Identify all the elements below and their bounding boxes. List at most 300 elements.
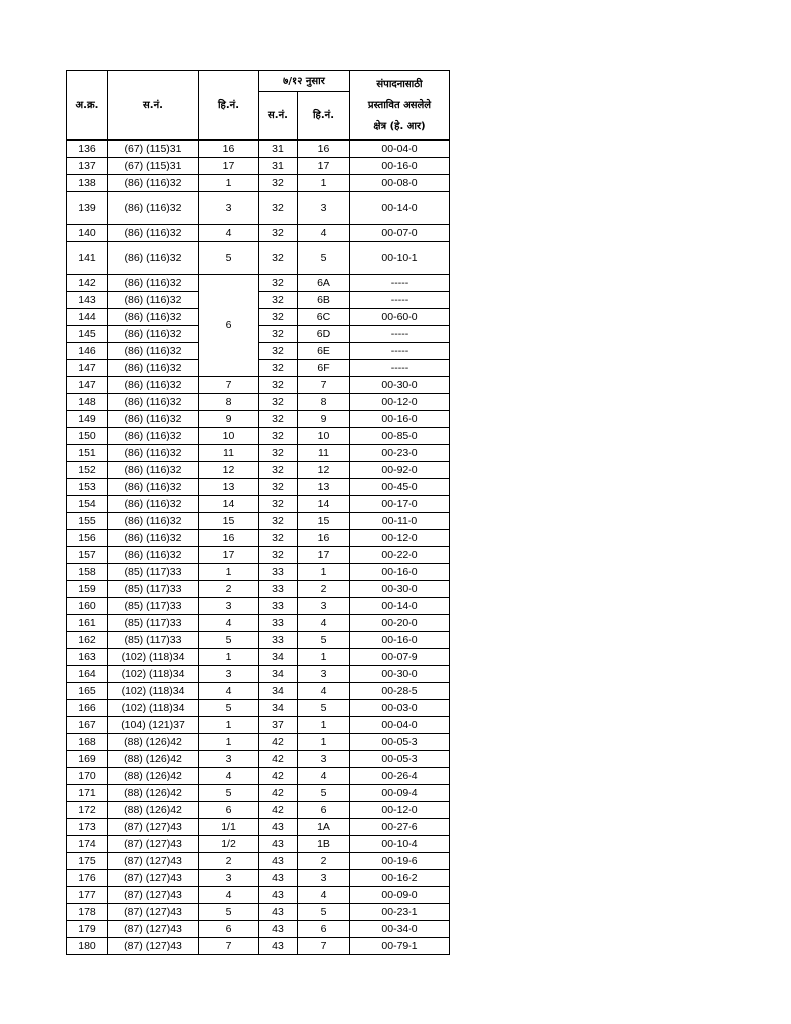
cell-hissa-no: 5 — [199, 785, 259, 802]
cell-712-survey-no: 32 — [259, 292, 298, 309]
cell-712-survey-no: 32 — [259, 242, 298, 275]
cell-712-hissa-no: 1 — [298, 649, 350, 666]
cell-712-survey-no: 32 — [259, 513, 298, 530]
table-row — [67, 938, 450, 955]
cell-712-survey-no: 34 — [259, 666, 298, 683]
cell-hissa-no: 1 — [199, 717, 259, 734]
table-row — [67, 225, 450, 242]
cell-hissa-no: 3 — [199, 192, 259, 225]
cell-area: 00-16-0 — [350, 411, 450, 428]
cell-hissa-no: 17 — [199, 547, 259, 564]
cell-712-survey-no: 42 — [259, 751, 298, 768]
cell-712-hissa-no: 2 — [298, 581, 350, 598]
table-row — [67, 309, 450, 326]
cell-712-survey-no: 43 — [259, 904, 298, 921]
cell-712-hissa-no: 17 — [298, 547, 350, 564]
cell-serial-no: 161 — [67, 615, 108, 632]
table-row — [67, 615, 450, 632]
table-row — [67, 428, 450, 445]
table-row — [67, 581, 450, 598]
cell-712-survey-no: 43 — [259, 921, 298, 938]
cell-712-survey-no: 34 — [259, 683, 298, 700]
cell-712-hissa-no: 4 — [298, 683, 350, 700]
header-area-line2: प्रस्तावित असलेले — [367, 99, 432, 111]
cell-hissa-no: 7 — [199, 938, 259, 955]
cell-hissa-no: 12 — [199, 462, 259, 479]
cell-survey-no: (87) (127)43 — [108, 819, 199, 836]
cell-712-hissa-no: 4 — [298, 615, 350, 632]
table-row — [67, 326, 450, 343]
cell-area: 00-16-2 — [350, 870, 450, 887]
cell-hissa-no: 4 — [199, 683, 259, 700]
table-header — [67, 71, 450, 141]
cell-serial-no: 152 — [67, 462, 108, 479]
table-row — [67, 445, 450, 462]
table-row — [67, 564, 450, 581]
cell-712-hissa-no: 13 — [298, 479, 350, 496]
header-hissa-no: हि.नं. — [199, 71, 259, 141]
cell-hissa-no: 1/1 — [199, 819, 259, 836]
table-row — [67, 904, 450, 921]
cell-712-survey-no: 33 — [259, 598, 298, 615]
cell-serial-no: 171 — [67, 785, 108, 802]
cell-survey-no: (86) (116)32 — [108, 175, 199, 192]
cell-survey-no: (86) (116)32 — [108, 377, 199, 394]
land-acquisition-table — [66, 70, 450, 955]
cell-712-hissa-no: 5 — [298, 785, 350, 802]
cell-survey-no: (86) (116)32 — [108, 428, 199, 445]
cell-712-hissa-no: 2 — [298, 853, 350, 870]
cell-serial-no: 141 — [67, 242, 108, 275]
cell-712-hissa-no: 5 — [298, 700, 350, 717]
cell-area: 00-12-0 — [350, 394, 450, 411]
cell-712-hissa-no: 4 — [298, 225, 350, 242]
cell-712-hissa-no: 1 — [298, 175, 350, 192]
cell-survey-no: (86) (116)32 — [108, 496, 199, 513]
cell-serial-no: 178 — [67, 904, 108, 921]
cell-712-hissa-no: 1 — [298, 734, 350, 751]
cell-712-hissa-no: 16 — [298, 530, 350, 547]
table-row — [67, 666, 450, 683]
cell-712-survey-no: 42 — [259, 734, 298, 751]
cell-area: 00-11-0 — [350, 513, 450, 530]
table-row — [67, 394, 450, 411]
cell-area: 00-14-0 — [350, 598, 450, 615]
cell-survey-no: (86) (116)32 — [108, 445, 199, 462]
table-row — [67, 530, 450, 547]
cell-hissa-no: 4 — [199, 768, 259, 785]
cell-712-hissa-no: 6C — [298, 309, 350, 326]
table-row — [67, 734, 450, 751]
cell-serial-no: 151 — [67, 445, 108, 462]
cell-serial-no: 143 — [67, 292, 108, 309]
cell-serial-no: 175 — [67, 853, 108, 870]
cell-hissa-no: 3 — [199, 666, 259, 683]
cell-area: ----- — [350, 343, 450, 360]
cell-hissa-no: 16 — [199, 140, 259, 158]
cell-712-survey-no: 31 — [259, 140, 298, 158]
table-row — [67, 479, 450, 496]
cell-712-survey-no: 33 — [259, 615, 298, 632]
cell-serial-no: 136 — [67, 140, 108, 158]
cell-hissa-no: 6 — [199, 802, 259, 819]
cell-712-survey-no: 32 — [259, 326, 298, 343]
cell-712-survey-no: 32 — [259, 192, 298, 225]
cell-survey-no: (87) (127)43 — [108, 921, 199, 938]
cell-712-hissa-no: 4 — [298, 768, 350, 785]
cell-hissa-no: 3 — [199, 598, 259, 615]
cell-712-hissa-no: 14 — [298, 496, 350, 513]
cell-area: 00-30-0 — [350, 377, 450, 394]
cell-survey-no: (86) (116)32 — [108, 360, 199, 377]
table-row — [67, 360, 450, 377]
table-row — [67, 700, 450, 717]
cell-hissa-no: 11 — [199, 445, 259, 462]
cell-712-survey-no: 32 — [259, 343, 298, 360]
cell-survey-no: (88) (126)42 — [108, 785, 199, 802]
cell-area: 00-60-0 — [350, 309, 450, 326]
cell-serial-no: 162 — [67, 632, 108, 649]
cell-712-hissa-no: 10 — [298, 428, 350, 445]
cell-survey-no: (85) (117)33 — [108, 615, 199, 632]
cell-hissa-no: 3 — [199, 870, 259, 887]
cell-area: 00-05-3 — [350, 751, 450, 768]
cell-survey-no: (86) (116)32 — [108, 343, 199, 360]
cell-712-hissa-no: 6D — [298, 326, 350, 343]
cell-serial-no: 177 — [67, 887, 108, 904]
cell-survey-no: (86) (116)32 — [108, 326, 199, 343]
table-row — [67, 158, 450, 175]
cell-survey-no: (86) (116)32 — [108, 394, 199, 411]
cell-survey-no: (102) (118)34 — [108, 683, 199, 700]
cell-survey-no: (87) (127)43 — [108, 887, 199, 904]
cell-712-hissa-no: 7 — [298, 938, 350, 955]
cell-area: 00-85-0 — [350, 428, 450, 445]
cell-712-survey-no: 43 — [259, 938, 298, 955]
cell-712-survey-no: 43 — [259, 819, 298, 836]
cell-712-hissa-no: 11 — [298, 445, 350, 462]
cell-serial-no: 138 — [67, 175, 108, 192]
cell-712-hissa-no: 5 — [298, 242, 350, 275]
cell-712-hissa-no: 6B — [298, 292, 350, 309]
table-row — [67, 343, 450, 360]
cell-hissa-no: 10 — [199, 428, 259, 445]
header-survey-no: स.नं. — [108, 71, 199, 141]
cell-survey-no: (86) (116)32 — [108, 292, 199, 309]
cell-hissa-no: 5 — [199, 242, 259, 275]
cell-survey-no: (86) (116)32 — [108, 225, 199, 242]
header-proposed-area — [350, 71, 450, 141]
cell-area: 00-09-4 — [350, 785, 450, 802]
cell-712-hissa-no: 1B — [298, 836, 350, 853]
cell-serial-no: 158 — [67, 564, 108, 581]
cell-712-survey-no: 42 — [259, 768, 298, 785]
cell-survey-no: (86) (116)32 — [108, 513, 199, 530]
header-as-per-712: ७/१२ नुसार — [259, 71, 350, 92]
table-row — [67, 411, 450, 428]
cell-survey-no: (67) (115)31 — [108, 140, 199, 158]
cell-hissa-no: 4 — [199, 887, 259, 904]
cell-712-hissa-no: 1A — [298, 819, 350, 836]
cell-area: 00-14-0 — [350, 192, 450, 225]
cell-area: 00-04-0 — [350, 140, 450, 158]
cell-712-survey-no: 34 — [259, 649, 298, 666]
cell-survey-no: (88) (126)42 — [108, 751, 199, 768]
cell-area: 00-05-3 — [350, 734, 450, 751]
table-row — [67, 547, 450, 564]
cell-survey-no: (86) (116)32 — [108, 547, 199, 564]
cell-hissa-no: 1 — [199, 649, 259, 666]
cell-area: 00-08-0 — [350, 175, 450, 192]
cell-survey-no: (86) (116)32 — [108, 411, 199, 428]
table-row — [67, 751, 450, 768]
cell-712-survey-no: 32 — [259, 175, 298, 192]
table-row — [67, 836, 450, 853]
cell-712-hissa-no: 9 — [298, 411, 350, 428]
cell-712-survey-no: 33 — [259, 564, 298, 581]
cell-hissa-no: 7 — [199, 377, 259, 394]
cell-serial-no: 144 — [67, 309, 108, 326]
cell-hissa-no: 3 — [199, 751, 259, 768]
table-row — [67, 785, 450, 802]
cell-712-hissa-no: 3 — [298, 192, 350, 225]
cell-survey-no: (67) (115)31 — [108, 158, 199, 175]
table-row — [67, 683, 450, 700]
cell-survey-no: (86) (116)32 — [108, 275, 199, 292]
cell-serial-no: 155 — [67, 513, 108, 530]
table-row — [67, 462, 450, 479]
cell-hissa-no: 15 — [199, 513, 259, 530]
cell-712-survey-no: 32 — [259, 547, 298, 564]
cell-712-hissa-no: 17 — [298, 158, 350, 175]
cell-survey-no: (87) (127)43 — [108, 853, 199, 870]
cell-hissa-no: 14 — [199, 496, 259, 513]
cell-survey-no: (85) (117)33 — [108, 632, 199, 649]
cell-712-hissa-no: 6 — [298, 921, 350, 938]
table-row — [67, 887, 450, 904]
cell-hissa-no: 1/2 — [199, 836, 259, 853]
cell-area: 00-16-0 — [350, 158, 450, 175]
table-row — [67, 632, 450, 649]
table-row — [67, 175, 450, 192]
table-row — [67, 819, 450, 836]
cell-712-hissa-no: 6E — [298, 343, 350, 360]
cell-712-survey-no: 37 — [259, 717, 298, 734]
cell-area: ----- — [350, 360, 450, 377]
table-row — [67, 717, 450, 734]
cell-712-hissa-no: 6F — [298, 360, 350, 377]
cell-survey-no: (87) (127)43 — [108, 836, 199, 853]
cell-712-survey-no: 32 — [259, 225, 298, 242]
cell-serial-no: 174 — [67, 836, 108, 853]
cell-area: 00-27-6 — [350, 819, 450, 836]
cell-712-hissa-no: 1 — [298, 564, 350, 581]
cell-712-survey-no: 32 — [259, 445, 298, 462]
table-row — [67, 768, 450, 785]
cell-survey-no: (88) (126)42 — [108, 802, 199, 819]
cell-hissa-no: 5 — [199, 700, 259, 717]
cell-712-hissa-no: 1 — [298, 717, 350, 734]
cell-712-hissa-no: 3 — [298, 598, 350, 615]
cell-hissa-no: 8 — [199, 394, 259, 411]
cell-serial-no: 146 — [67, 343, 108, 360]
cell-survey-no: (102) (118)34 — [108, 649, 199, 666]
cell-serial-no: 168 — [67, 734, 108, 751]
cell-area: 00-10-4 — [350, 836, 450, 853]
cell-serial-no: 176 — [67, 870, 108, 887]
cell-area: 00-03-0 — [350, 700, 450, 717]
table-row — [67, 649, 450, 666]
cell-serial-no: 157 — [67, 547, 108, 564]
header-area-line3: क्षेत्र (हे. आर) — [373, 120, 426, 132]
cell-712-survey-no: 32 — [259, 428, 298, 445]
cell-survey-no: (102) (118)34 — [108, 666, 199, 683]
cell-area: 00-23-0 — [350, 445, 450, 462]
cell-hissa-no: 4 — [199, 225, 259, 242]
cell-area: 00-12-0 — [350, 802, 450, 819]
cell-712-hissa-no: 3 — [298, 751, 350, 768]
cell-hissa-no: 1 — [199, 175, 259, 192]
cell-serial-no: 167 — [67, 717, 108, 734]
cell-survey-no: (86) (116)32 — [108, 479, 199, 496]
cell-survey-no: (86) (116)32 — [108, 192, 199, 225]
cell-area: ----- — [350, 326, 450, 343]
cell-survey-no: (104) (121)37 — [108, 717, 199, 734]
cell-area: ----- — [350, 292, 450, 309]
cell-survey-no: (88) (126)42 — [108, 734, 199, 751]
table-row — [67, 870, 450, 887]
cell-712-survey-no: 42 — [259, 785, 298, 802]
table-row — [67, 921, 450, 938]
cell-712-hissa-no: 6 — [298, 802, 350, 819]
cell-hissa-no: 5 — [199, 904, 259, 921]
cell-area: 00-09-0 — [350, 887, 450, 904]
cell-712-hissa-no: 5 — [298, 904, 350, 921]
cell-area: 00-17-0 — [350, 496, 450, 513]
table-row — [67, 192, 450, 225]
cell-712-survey-no: 43 — [259, 836, 298, 853]
table-row — [67, 853, 450, 870]
cell-area: 00-26-4 — [350, 768, 450, 785]
cell-serial-no: 149 — [67, 411, 108, 428]
table-row — [67, 802, 450, 819]
cell-serial-no: 159 — [67, 581, 108, 598]
cell-712-survey-no: 32 — [259, 411, 298, 428]
cell-hissa-no: 1 — [199, 564, 259, 581]
cell-712-survey-no: 33 — [259, 581, 298, 598]
cell-serial-no: 160 — [67, 598, 108, 615]
cell-hissa-no: 6 — [199, 921, 259, 938]
table-body — [67, 140, 450, 955]
cell-hissa-no: 13 — [199, 479, 259, 496]
cell-712-survey-no: 32 — [259, 462, 298, 479]
table-row — [67, 242, 450, 275]
cell-serial-no: 163 — [67, 649, 108, 666]
cell-serial-no: 164 — [67, 666, 108, 683]
cell-serial-no: 166 — [67, 700, 108, 717]
cell-area: 00-12-0 — [350, 530, 450, 547]
table-row — [67, 275, 450, 292]
cell-serial-no: 156 — [67, 530, 108, 547]
cell-712-survey-no: 34 — [259, 700, 298, 717]
cell-712-survey-no: 43 — [259, 870, 298, 887]
cell-hissa-no: 9 — [199, 411, 259, 428]
cell-area: 00-19-6 — [350, 853, 450, 870]
cell-712-survey-no: 42 — [259, 802, 298, 819]
cell-area: 00-16-0 — [350, 564, 450, 581]
cell-survey-no: (87) (127)43 — [108, 904, 199, 921]
cell-serial-no: 140 — [67, 225, 108, 242]
cell-712-hissa-no: 4 — [298, 887, 350, 904]
cell-712-survey-no: 32 — [259, 530, 298, 547]
cell-hissa-no: 4 — [199, 615, 259, 632]
cell-area: 00-07-0 — [350, 225, 450, 242]
cell-area: 00-22-0 — [350, 547, 450, 564]
cell-area: 00-34-0 — [350, 921, 450, 938]
cell-712-survey-no: 32 — [259, 496, 298, 513]
cell-survey-no: (88) (126)42 — [108, 768, 199, 785]
cell-survey-no: (85) (117)33 — [108, 564, 199, 581]
cell-serial-no: 173 — [67, 819, 108, 836]
cell-survey-no: (102) (118)34 — [108, 700, 199, 717]
cell-area: 00-20-0 — [350, 615, 450, 632]
cell-hissa-no: 2 — [199, 581, 259, 598]
cell-hissa-no: 2 — [199, 853, 259, 870]
table-row — [67, 598, 450, 615]
cell-hissa-no: 17 — [199, 158, 259, 175]
cell-712-hissa-no: 6A — [298, 275, 350, 292]
cell-survey-no: (86) (116)32 — [108, 309, 199, 326]
cell-712-survey-no: 32 — [259, 360, 298, 377]
cell-area: 00-07-9 — [350, 649, 450, 666]
cell-712-survey-no: 31 — [259, 158, 298, 175]
cell-serial-no: 154 — [67, 496, 108, 513]
cell-serial-no: 142 — [67, 275, 108, 292]
cell-survey-no: (87) (127)43 — [108, 870, 199, 887]
cell-712-hissa-no: 8 — [298, 394, 350, 411]
cell-712-survey-no: 43 — [259, 853, 298, 870]
cell-area: 00-10-1 — [350, 242, 450, 275]
cell-survey-no: (86) (116)32 — [108, 242, 199, 275]
cell-serial-no: 145 — [67, 326, 108, 343]
cell-serial-no: 165 — [67, 683, 108, 700]
cell-712-hissa-no: 3 — [298, 666, 350, 683]
cell-survey-no: (86) (116)32 — [108, 462, 199, 479]
cell-hissa-no: 1 — [199, 734, 259, 751]
header-serial-no: अ.क्र. — [67, 71, 108, 141]
cell-survey-no: (85) (117)33 — [108, 598, 199, 615]
cell-serial-no: 147 — [67, 377, 108, 394]
cell-712-survey-no: 32 — [259, 479, 298, 496]
cell-serial-no: 137 — [67, 158, 108, 175]
table-row — [67, 496, 450, 513]
cell-area: 00-45-0 — [350, 479, 450, 496]
cell-712-hissa-no: 16 — [298, 140, 350, 158]
table-row — [67, 292, 450, 309]
cell-serial-no: 172 — [67, 802, 108, 819]
cell-area: 00-04-0 — [350, 717, 450, 734]
table-row — [67, 377, 450, 394]
cell-serial-no: 170 — [67, 768, 108, 785]
cell-712-hissa-no: 5 — [298, 632, 350, 649]
cell-area: ----- — [350, 275, 450, 292]
cell-hissa-no: 5 — [199, 632, 259, 649]
cell-serial-no: 153 — [67, 479, 108, 496]
cell-area: 00-92-0 — [350, 462, 450, 479]
cell-712-hissa-no: 15 — [298, 513, 350, 530]
header-712-survey-no: स.नं. — [259, 92, 298, 141]
cell-area: 00-23-1 — [350, 904, 450, 921]
